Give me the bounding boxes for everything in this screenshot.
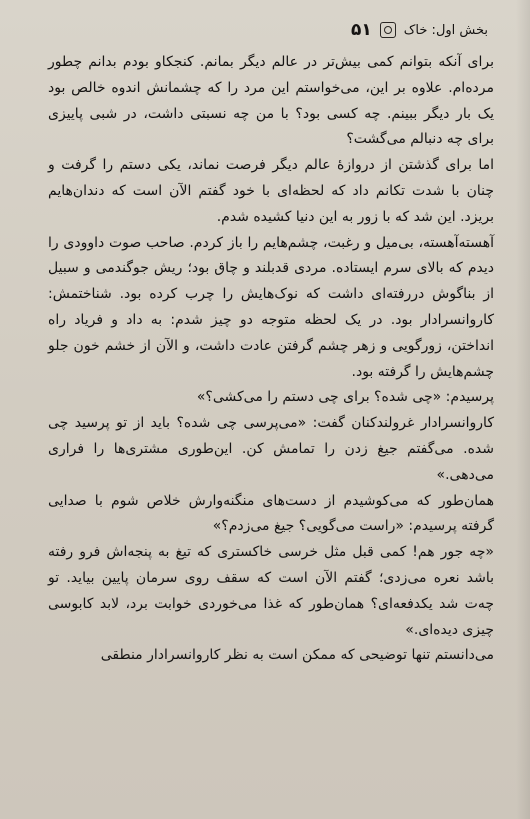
paragraph-8: می‌دانستم تنها توضیحی که ممکن است به نظر کاروانسرادار منطقی [100, 647, 494, 664]
ornament-icon [380, 22, 396, 38]
page-edge-shadow [516, 0, 530, 819]
page-header [42, 16, 488, 44]
running-title: بخش اول: خاک [403, 22, 488, 38]
paragraph-6: همان‌طور که می‌کوشیدم از دست‌های منگنه‌وارش خلاص شوم با صدایی گرفته پرسیدم: «راست می‌گویی؟ جیغ می‌زدم؟» [48, 492, 494, 535]
paragraph-5: کاروانسرادار غرولندکنان گفت: «می‌پرسی چی شده؟ باید از تو پرسید چی شده. می‌گفتم جیغ زدن را تمامش کن. این‌طوری مشتری‌ها را فراری می‌دهی.» [48, 415, 494, 483]
paragraph-7: «چه جور هم! کمی قبل مثل خرسی خاکستری که تیغ به پنجه‌اش فرو رفته باشد نعره می‌زدی؛ گفتم الآن است که سقف روی سرمان پایین بیاید. تو چه‌ت شد یکدفعه‌ای؟ همان‌طور که غذا می‌خوردی خوابت برد، لابد کابوسی چیزی دیده‌ای.» [48, 544, 494, 638]
paragraph-2: اما برای گذشتن از دروازهٔ عالم دیگر فرصت نماند، یکی دستم را گرفت و چنان با شدت تکانم داد که لحظه‌ای با خود گفتم الآن است که دندان‌هایم بریزد. این شد که با زور به این دنیا کشیده شدم. [48, 157, 494, 225]
page-number: ۵۱ [351, 20, 372, 40]
paragraph-3: آهسته‌آهسته، بی‌میل و رغبت، چشم‌هایم را باز کردم. صاحب صوت داوودی را دیدم که بالای سرم ایستاده. مردی قدبلند و چاق بود؛ ریش جوگندمی و سبیل از بناگوش دررفته‌ای داشت که نوک‌هایش را چرب کرده بود. شناختمش: کاروانسرادار بود. در یک لحظه متوجه دو چیز شدم: به داد و فریاد راه انداختن، زورگویی و زهر چشم گرفتن عادت داشت، و الآن از خشم خون جلو چشم‌هایش را گرفته بود. [48, 234, 494, 380]
body-text [48, 50, 494, 780]
paragraph-4: پرسیدم: «چی شده؟ برای چی دستم را می‌کشی؟» [196, 389, 494, 406]
paragraph-1: برای آنکه بتوانم کمی بیش‌تر در عالم دیگر بمانم. کنجکاو بودم بدانم چطور مرده‌ام. علاوه بر این، می‌خواستم این مرد را که چشمانش اندوه خالص بود یک بار دیگر ببینم. چه کسی بود؟ با من چه نسبتی داشت، در شبی پاییزی برای چه دنبالم می‌گشت؟ [48, 54, 494, 148]
